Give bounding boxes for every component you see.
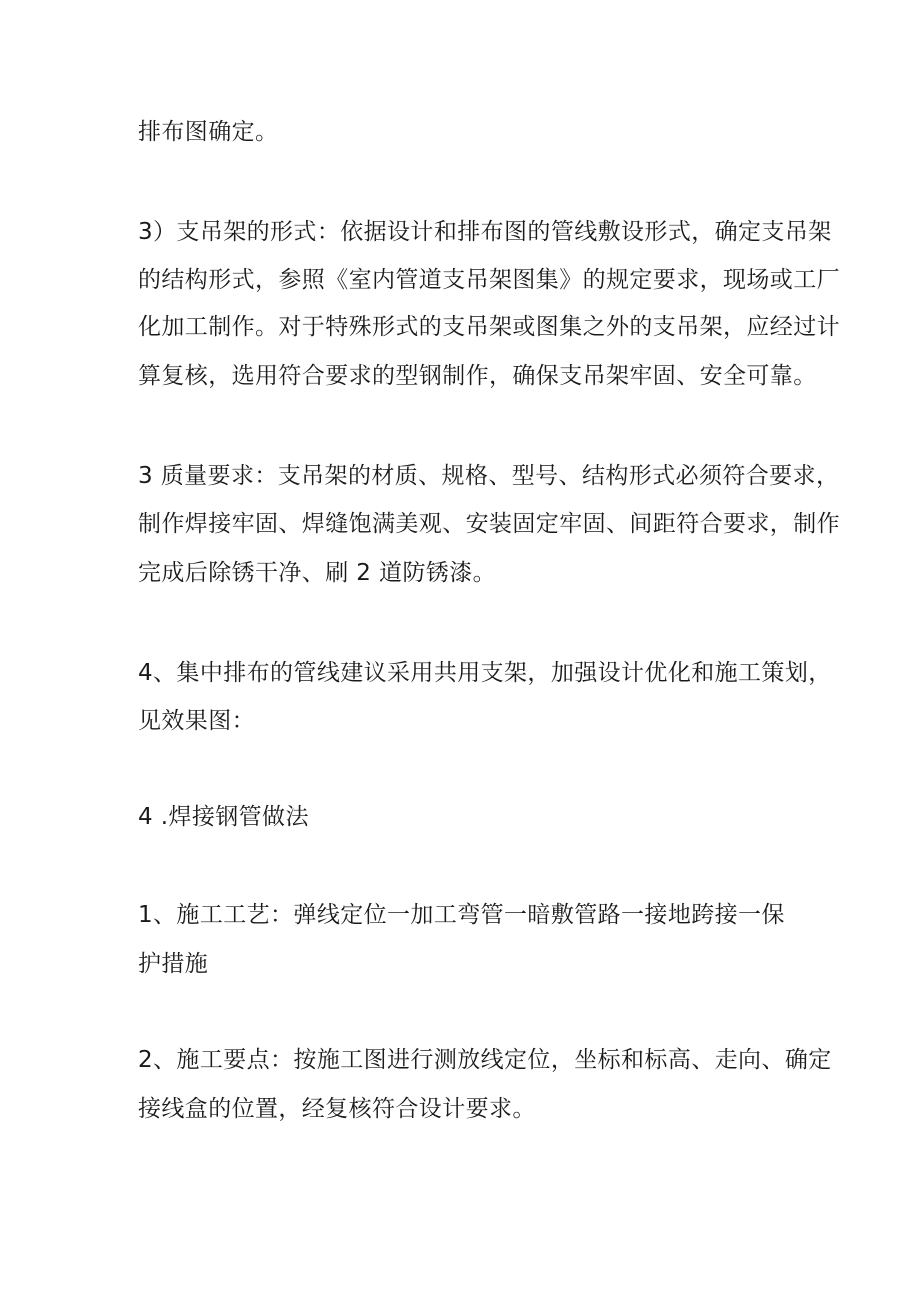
paragraph-line: 2、施工要点：按施工图进行测放线定位，坐标和标高、走向、确定 [138, 1047, 832, 1073]
paragraph-line: 4、集中排布的管线建议采用共用支架，加强设计优化和施工策划， [138, 660, 832, 686]
paragraph-line: 制作焊接牢固、焊缝饱满美观、安装固定牢固、间距符合要求，制作 [138, 511, 840, 537]
paragraph-line: 3 质量要求：支吊架的材质、规格、型号、结构形式必须符合要求， [138, 463, 840, 489]
paragraph-line: 算复核，选用符合要求的型钢制作，确保支吊架牢固、安全可靠。 [138, 363, 817, 389]
paragraph-line: 完成后除锈干净、刷 2 道防锈漆。 [138, 560, 497, 586]
paragraph-line: 的结构形式，参照《室内管道支吊架图集》的规定要求，现场或工厂 [138, 267, 840, 293]
section-heading: 4 .焊接钢管做法 [138, 804, 309, 830]
paragraph-line: 1、施工工艺：弹线定位一加工弯管一暗敷管路一接地跨接一保 [138, 902, 785, 928]
paragraph-line: 3）支吊架的形式：依据设计和排布图的管线敷设形式，确定支吊架 [138, 219, 832, 245]
paragraph-line: 见效果图： [138, 708, 255, 734]
paragraph-line: 化加工制作。对于特殊形式的支吊架或图集之外的支吊架，应经过计 [138, 314, 840, 340]
paragraph-line: 护措施 [138, 951, 209, 977]
paragraph-line: 接线盒的位置，经复核符合设计要求。 [138, 1096, 536, 1122]
paragraph-line: 排布图确定。 [138, 119, 279, 145]
